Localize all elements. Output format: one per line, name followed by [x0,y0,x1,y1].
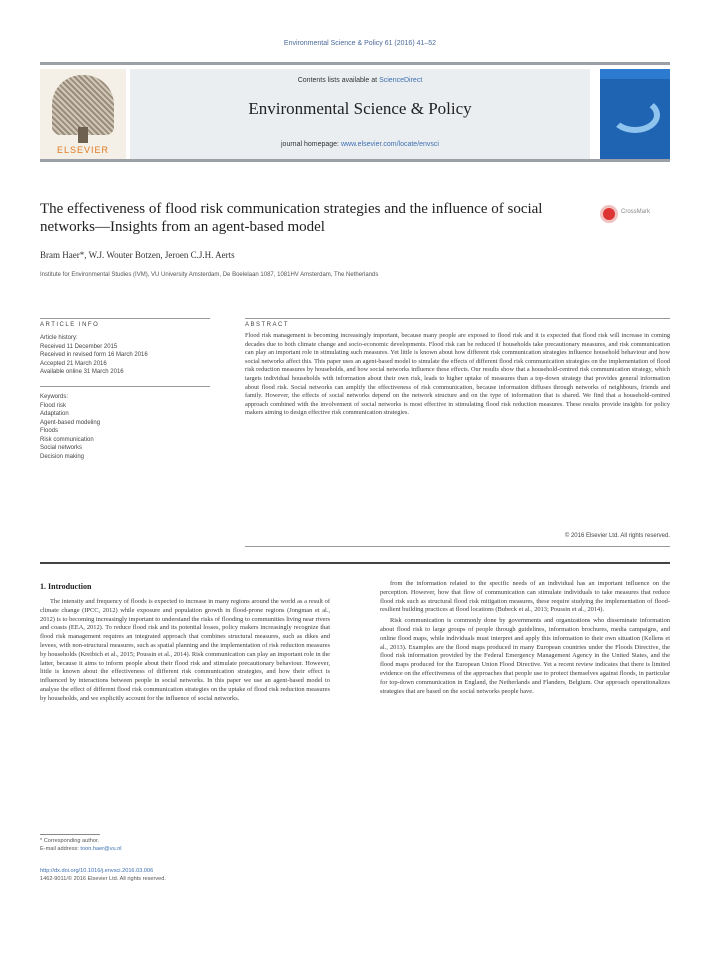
history-line: Accepted 21 March 2016 [40,360,107,367]
abstract-bottom-rule [245,546,670,547]
copyright-notice: © 2016 Elsevier Ltd. All rights reserved. [564,533,670,539]
homepage-line [130,141,590,148]
email-prefix: E-mail address: [40,845,79,852]
body-column-right [380,580,670,698]
publisher-logo[interactable] [40,69,126,159]
article-title: The effectiveness of flood risk communication strategies and the influence of social networks—Insights from an agent-based model [40,201,543,235]
keyword-line[interactable]: Flood risk [40,402,67,409]
body-paragraph: from the information related to the specific needs of an individual has an important influence on the perception. However, how that flow of communication can stimulate individuals to take measures that reduce flood risk such as structural flood risk mitigation measures, these require studying the implementation of flood-resilient building practices at flood locations (Bubeck et al., 2013; Poussin et al., 2014). [380,580,670,614]
publisher-name: ELSEVIER [56,145,110,155]
body-column-left [40,598,330,706]
journal-homepage-link[interactable]: www.elsevier.com/locate/envsci [340,141,439,148]
body-separator [40,562,670,564]
doi-link[interactable]: http://dx.doi.org/10.1016/j.envsci.2016.03.006 [40,868,154,874]
corresponding-author-note: * Corresponding author. [40,838,100,844]
history-line: Received 11 December 2015 [40,343,118,350]
keyword-line[interactable]: Social networks [40,445,83,451]
history-line: Received in revised form 16 March 2016 [40,352,148,358]
author-list[interactable]: Bram Haer*, W.J. Wouter Botzen, Jeroen C.J.H. Aerts [40,250,235,260]
journal-cover-image[interactable] [600,69,670,159]
keyword-line[interactable]: Risk communication [40,436,94,443]
journal-title: Environmental Science & Policy [248,99,472,118]
journal-band [130,69,590,159]
keyword-line[interactable]: Floods [40,428,59,434]
article-info-label: ARTICLE INFO [40,322,100,328]
footnote-rule [40,834,100,835]
tree-logo-icon [52,75,114,135]
keywords [40,393,210,461]
contents-prefix: Contents lists available at [297,77,378,84]
crossmark-icon[interactable] [600,205,618,223]
crossmark-label[interactable]: CrossMark [621,209,651,215]
doi-block [40,868,330,883]
tree-trunk-icon [78,127,88,143]
article-history [40,334,210,377]
history-line: Available online 31 March 2016 [40,369,124,375]
footnotes [40,838,330,853]
info-rule [40,318,210,319]
contents-line [130,77,590,84]
keyword-line: Keywords: [40,394,69,400]
author-affiliation: Institute for Environmental Studies (IVM), VU University Amsterdam, De Boelelaan 1087, 1081HV Amsterdam, The Netherlands [40,272,379,278]
info-divider [40,386,210,387]
abstract-rule [245,318,670,319]
abstract-label: ABSTRACT [245,322,290,328]
body-paragraph: Risk communication is commonly done by governments and organizations who disseminate information about flood risk to large groups of people through guidelines, information brochures, media campaigns, and online flood maps, while individuals must interpret and apply this information to their own situation (Kellens et al., 2013). Examples are the flood maps produced in many European countries under the Floods Directive, the flood risk information provided by the Federal Emergency Management Agency in the United States, and the flood maps produced for the European Union Flood Directive. Yet a recent review indicates that there is limited evidence on the effectiveness of the approaches that people use to protect themselves against floods, in particular for top-down communication in England, the Netherlands and Flanders, Belgium. Our approach operationalizes strategies that are based on the social networks people have. [380,617,670,695]
keyword-line[interactable]: Agent-based modeling [40,419,101,426]
keyword-line[interactable]: Decision making [40,453,85,460]
sciencedirect-link[interactable]: ScienceDirect [379,77,423,84]
journal-masthead [40,62,670,162]
cover-wave-icon [610,97,660,133]
keyword-line[interactable]: Adaptation [40,411,69,417]
abstract-text: Flood risk management is becoming increasingly important, because many people are exposed to flood risk and it is expected that flood risk will increase in coming decades due to both climate change and socio-economic developments. Flood risk can be reduced if households take precautionary measures, and risk communication can play an important role in stimulating such measures. Yet little is known about how different risk communication strategies influence household behaviour and how social networks affect this. This paper uses an agent-based model to simulate the effects of different flood risk communication strategies on the implementation of flood risk reduction measures by households, and how social networks influence these effects. Our results show that a household-centred risk communication strategy, which targets individual households with information about their own risk, leads to higher uptake of measures than a top-down strategy that provides general information about flood risk. Social networks can amplify the effectiveness of risk communication, because information diffuses through networks of neighbours, friends and family. However, the effects of social networks depend on the network structure and on the type of information that is shared. We find that a household-centred approach combined with the involvement of social networks is most effective in stimulating flood risk reduction measures. These results provide insights for policy makers aiming to design effective risk communication strategies. [245,332,670,417]
history-line: Article history: [40,335,78,341]
issn-line: 1462-9011/© 2016 Elsevier Ltd. All rights reserved. [40,875,166,882]
homepage-prefix: journal homepage: [281,141,339,148]
body-paragraph: The intensity and frequency of floods is expected to increase in many regions around the world as a result of climate change (IPCC, 2012) while exposure and population growth in flood-prone regions (Jongman et al., 2012) is to becoming increasingly important to understand the risks of flooding to communities living near rivers and coasts (EEA, 2012). To reduce flood risk and its potential losses, policy makers increasingly recognize that flood risk management requires an integrated approach that combines structural measures, such as dikes and levees, with non-structural measures, such as spatial planning and the implementation of risk reduction measures by households (Kreibich et al., 2015; Poussin et al., 2014). Risk communication can play an important role in the latter, because it aims to inform people about their flood risk and stimulate precautionary behaviour. However, little is known about the effectiveness of different risk communication strategies, and how their effect is influenced by interactions between people in social networks. In this paper we use an agent-based model to analyse the effect of different flood risk communication strategies on the uptake of flood risk reduction measures by households, and we explicitly account for the influence of social networks. [40,598,330,702]
email-note [40,846,330,854]
running-head[interactable]: Environmental Science & Policy 61 (2016) 41–52 [283,40,437,47]
section-heading-introduction: 1. Introduction [40,582,92,591]
cover-strip [600,69,670,79]
author-email-link[interactable]: toon.haer@vu.nl [80,845,122,852]
